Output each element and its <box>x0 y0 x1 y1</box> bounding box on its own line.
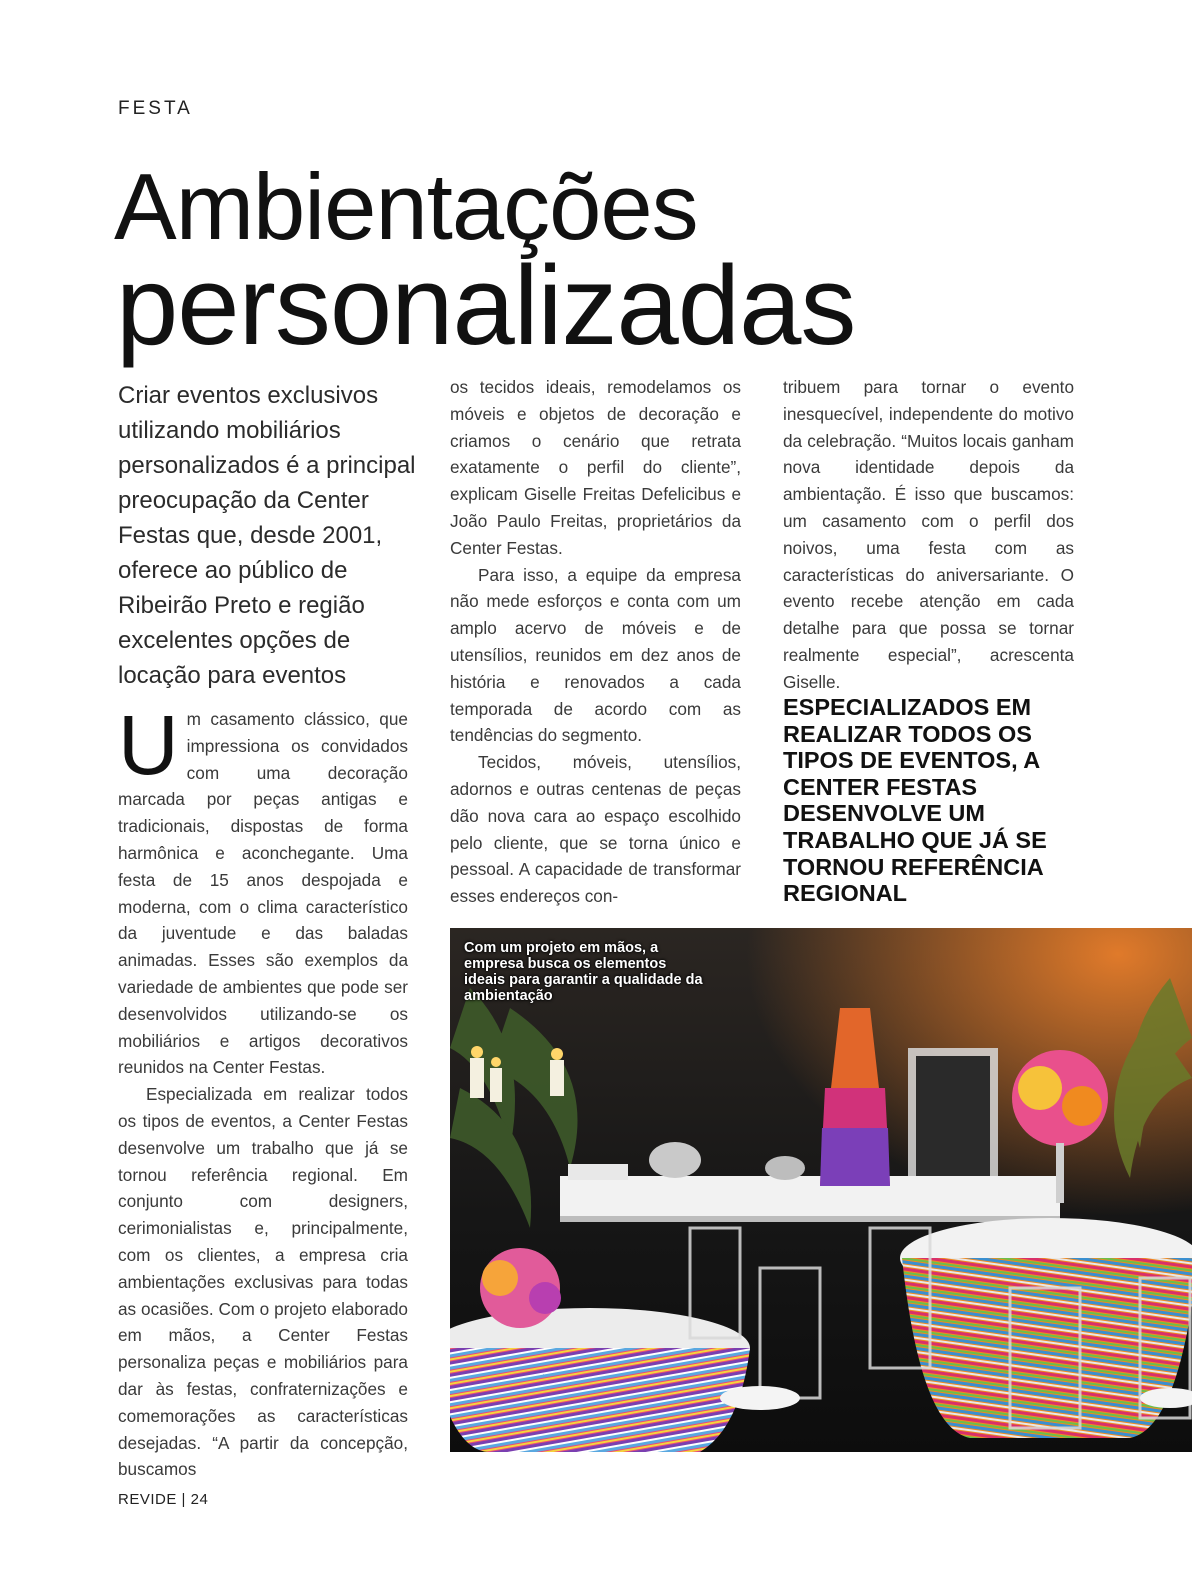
column1-paragraph-1 <box>118 698 408 1081</box>
page-footer <box>118 1491 208 1508</box>
column1-paragraph-1-text: m casamento clássico, que impressiona os convidados com uma decoração marcada por peças antigas e tradicionais, dispostas de forma harmônica e aconchegante. Uma festa de 15 anos despojada e moderna, com o clima característico da juventude e das baladas animadas. Esses são exemplos da variedade de ambientes que pode ser desenvolvidos utilizando-se os mobiliários e artigos decorativos reunidos na Center Festas. <box>118 709 408 1078</box>
section-label: FESTA <box>118 98 193 119</box>
event-photo <box>450 928 1192 1452</box>
column2-paragraph-2: Para isso, a equipe da empresa não mede esforços e conta com um amplo acervo de móveis e de utensílios, reunidos em dez anos de história e renovados a cada temporada de acordo com as tendências do segmento. <box>450 564 741 746</box>
headline-line-2: personalizadas <box>116 243 856 368</box>
page-number: 24 <box>190 1491 209 1508</box>
lead-paragraph: Criar eventos exclusivos utilizando mobiliários personalizados é a principal preocupação da Center Festas que, desde 2001, oferece ao público de Ribeirão Preto e região excelentes opções de locação para eventos <box>118 382 416 689</box>
event-photo-illustration <box>450 928 1192 1452</box>
photo-caption: Com um projeto em mãos, a empresa busca os elementos ideais para garantir a qualidade da ambientação <box>464 940 703 1004</box>
column2-paragraph-3: Tecidos, móveis, utensílios, adornos e outras centenas de peças dão nova cara ao espaço escolhido pelo cliente, que se torna único e pessoal. A capacidade de transformar esses endereços con- <box>450 752 741 907</box>
footer-separator: | <box>181 1491 186 1508</box>
drop-cap: U <box>118 698 179 792</box>
pull-quote: ESPECIALIZADOS EM REALIZAR TODOS OS TIPOS DE EVENTOS, A CENTER FESTAS DESENVOLVE UM TRABALHO QUE JÁ SE TORNOU REFERÊNCIA REGIONAL <box>783 694 1047 907</box>
publication-name: REVIDE <box>118 1491 177 1508</box>
column1-paragraph-2: Especializada em realizar todos os tipos de eventos, a Center Festas desenvolve um trabalho que já se tornou referência regional. Em conjunto com designers, cerimonialistas e, principalmente, com os clientes, a empresa cria ambientações exclusivas para todas as ocasiões. Com o projeto elaborado em mãos, a Center Festas personaliza peças e mobiliários para dar às festas, confraternizações e comemorações as características desejadas. “A partir da concepção, buscamos <box>118 1084 408 1480</box>
headline-line-1: Ambientações <box>114 154 698 259</box>
column3-paragraph-1: tribuem para tornar o evento inesquecível, independente do motivo da celebração. “Muitos locais ganham nova identidade depois da ambientação. É isso que buscamos: um casamento com o perfil dos noivos, uma festa com as características do aniversariante. O evento recebe atenção em cada detalhe para que possa se tornar realmente especial”, acrescenta Giselle. <box>783 377 1074 692</box>
article-column-1 <box>118 698 408 1483</box>
article-column-3 <box>783 374 1074 696</box>
article-column-2 <box>450 374 741 910</box>
column2-paragraph-1: os tecidos ideais, remodelamos os móveis e objetos de decoração e criamos o cenário que retrata exatamente o perfil do cliente”, explicam Giselle Freitas Defelicibus e João Paulo Freitas, proprietários da Center Festas. <box>450 377 741 558</box>
